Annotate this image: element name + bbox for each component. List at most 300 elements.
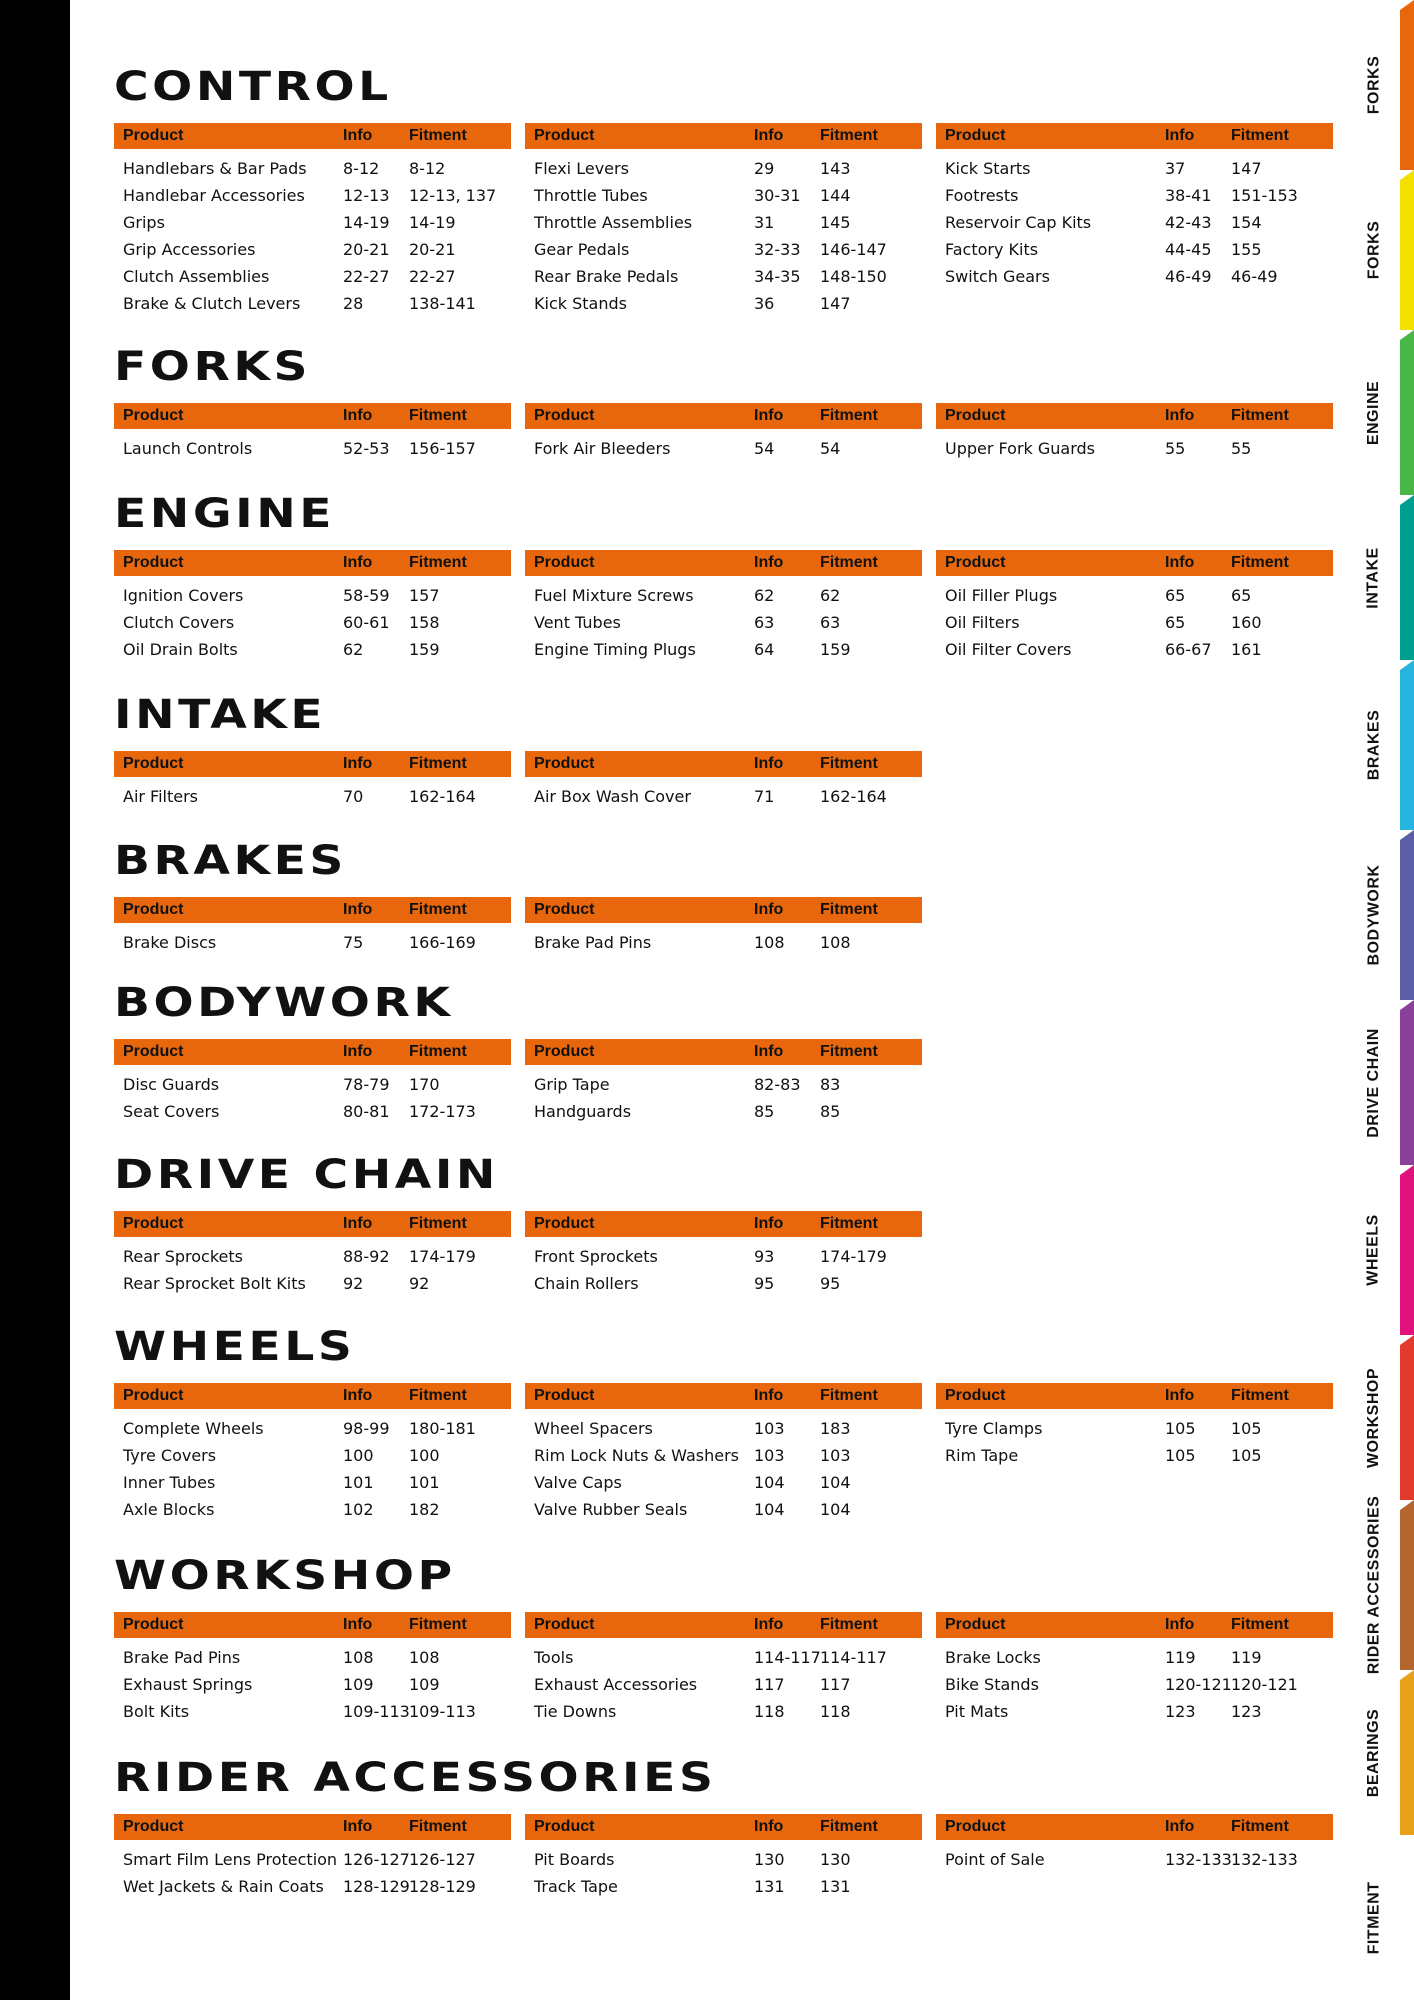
info-pages: 114-117 — [754, 1648, 821, 1667]
info-pages: 55 — [1165, 439, 1186, 458]
info-pages: 44-45 — [1165, 240, 1212, 259]
fitment-pages: 160 — [1231, 613, 1262, 632]
product-name: Kick Starts — [945, 159, 1031, 178]
product-name: Switch Gears — [945, 267, 1050, 286]
fitment-pages: 103 — [820, 1446, 851, 1465]
section-bodywork — [114, 980, 1334, 1121]
header-fitment: Fitment — [1231, 407, 1289, 424]
header-fitment: Fitment — [409, 755, 467, 772]
product-table — [936, 1383, 1333, 1469]
fitment-pages: 155 — [1231, 240, 1262, 259]
product-name: Grips — [123, 213, 165, 232]
product-table — [525, 897, 922, 956]
product-name: Seat Covers — [123, 1102, 220, 1121]
product-table — [936, 550, 1333, 663]
info-pages: 109 — [343, 1675, 374, 1694]
product-table — [525, 550, 922, 663]
fitment-pages: 182 — [409, 1500, 440, 1519]
product-table — [114, 1814, 511, 1900]
info-pages: 46-49 — [1165, 267, 1212, 286]
table-header — [936, 1814, 1333, 1840]
fitment-pages: 114-117 — [820, 1648, 887, 1667]
table-body — [525, 1237, 922, 1297]
header-fitment: Fitment — [820, 554, 878, 571]
info-pages: 64 — [754, 640, 775, 659]
info-pages: 98-99 — [343, 1419, 390, 1438]
header-info: Info — [343, 1215, 373, 1232]
product-name: Exhaust Accessories — [534, 1675, 698, 1694]
header-fitment: Fitment — [409, 1616, 467, 1633]
table-row — [525, 263, 922, 290]
product-name: Smart Film Lens Protection — [123, 1850, 338, 1869]
product-name: Complete Wheels — [123, 1419, 264, 1438]
info-pages: 108 — [754, 933, 785, 952]
header-info: Info — [1165, 127, 1195, 144]
section-intake — [114, 692, 1334, 806]
fitment-pages: 92 — [409, 1274, 430, 1293]
product-name: Fork Air Bleeders — [534, 439, 671, 458]
table-row — [936, 636, 1333, 663]
info-pages: 103 — [754, 1446, 785, 1465]
info-pages: 63 — [754, 613, 775, 632]
side-tab-color-strip — [1400, 660, 1414, 830]
info-pages: 93 — [754, 1247, 775, 1266]
fitment-pages: 144 — [820, 186, 851, 205]
left-black-margin — [0, 0, 70, 2000]
table-row — [114, 1415, 511, 1442]
header-info: Info — [343, 901, 373, 918]
table-header — [525, 550, 922, 576]
section-brakes — [114, 838, 1334, 952]
info-pages: 12-13 — [343, 186, 390, 205]
side-tab-label: RIDER ACCESSORIES — [1365, 1495, 1383, 1675]
product-table — [525, 123, 922, 317]
fitment-pages: 101 — [409, 1473, 440, 1492]
header-product: Product — [534, 1616, 595, 1633]
info-pages: 70 — [343, 787, 364, 806]
table-row — [936, 263, 1333, 290]
table-body — [525, 923, 922, 956]
info-pages: 20-21 — [343, 240, 390, 259]
header-fitment: Fitment — [820, 1043, 878, 1060]
table-row — [525, 1496, 922, 1523]
header-info: Info — [754, 1818, 784, 1835]
header-product: Product — [123, 901, 184, 918]
info-pages: 37 — [1165, 159, 1186, 178]
fitment-pages: 62 — [820, 586, 841, 605]
table-body — [525, 149, 922, 317]
section-rider-accessories — [114, 1755, 1334, 1896]
product-name: Oil Drain Bolts — [123, 640, 238, 659]
header-fitment: Fitment — [409, 1818, 467, 1835]
side-tab-forks[interactable] — [1350, 170, 1414, 330]
info-pages: 52-53 — [343, 439, 390, 458]
table-row — [114, 290, 511, 317]
info-pages: 22-27 — [343, 267, 390, 286]
fitment-pages: 148-150 — [820, 267, 887, 286]
header-fitment: Fitment — [820, 1215, 878, 1232]
product-table — [114, 751, 511, 810]
fitment-pages: 183 — [820, 1419, 851, 1438]
product-name: Engine Timing Plugs — [534, 640, 696, 659]
info-pages: 71 — [754, 787, 775, 806]
section-forks — [114, 344, 1334, 458]
header-product: Product — [945, 1818, 1006, 1835]
section-wheels — [114, 1324, 1334, 1519]
table-body — [114, 429, 511, 462]
header-info: Info — [1165, 554, 1195, 571]
product-table — [525, 403, 922, 462]
header-info: Info — [1165, 1818, 1195, 1835]
section-title: RIDER ACCESSORIES — [114, 1755, 717, 1801]
table-body — [525, 1065, 922, 1125]
product-name: Brake Pad Pins — [534, 933, 652, 952]
header-fitment: Fitment — [820, 1387, 878, 1404]
header-product: Product — [123, 755, 184, 772]
product-name: Inner Tubes — [123, 1473, 216, 1492]
product-name: Gear Pedals — [534, 240, 630, 259]
product-table — [114, 897, 511, 956]
product-name: Vent Tubes — [534, 613, 621, 632]
table-body — [114, 1237, 511, 1297]
header-product: Product — [534, 1215, 595, 1232]
product-name: Tie Downs — [534, 1702, 617, 1721]
product-table — [114, 403, 511, 462]
header-product: Product — [123, 554, 184, 571]
header-info: Info — [343, 1818, 373, 1835]
table-row — [114, 1644, 511, 1671]
fitment-pages: 162-164 — [820, 787, 887, 806]
side-tab-label: WORKSHOP — [1365, 1367, 1382, 1468]
product-name: Reservoir Cap Kits — [945, 213, 1092, 232]
table-row — [114, 1469, 511, 1496]
header-product: Product — [534, 1043, 595, 1060]
header-info: Info — [343, 554, 373, 571]
info-pages: 103 — [754, 1419, 785, 1438]
table-row — [114, 783, 511, 810]
fitment-pages: 95 — [820, 1274, 841, 1293]
table-row — [114, 1243, 511, 1270]
product-name: Chain Rollers — [534, 1274, 639, 1293]
fitment-pages: 109-113 — [409, 1702, 476, 1721]
header-info: Info — [343, 755, 373, 772]
header-fitment: Fitment — [1231, 554, 1289, 571]
fitment-pages: 156-157 — [409, 439, 476, 458]
product-name: Oil Filter Covers — [945, 640, 1072, 659]
table-row — [525, 636, 922, 663]
info-pages: 34-35 — [754, 267, 801, 286]
table-row — [936, 1442, 1333, 1469]
fitment-pages: 180-181 — [409, 1419, 476, 1438]
product-name: Bolt Kits — [123, 1702, 190, 1721]
table-body — [936, 149, 1333, 290]
side-tab-label: FORKS — [1365, 220, 1382, 280]
table-row — [936, 236, 1333, 263]
header-fitment: Fitment — [1231, 1387, 1289, 1404]
table-row — [936, 609, 1333, 636]
fitment-pages: 85 — [820, 1102, 841, 1121]
table-header — [114, 897, 511, 923]
table-row — [525, 1442, 922, 1469]
table-row — [936, 1698, 1333, 1725]
fitment-pages: 22-27 — [409, 267, 456, 286]
info-pages: 14-19 — [343, 213, 390, 232]
header-product: Product — [123, 1387, 184, 1404]
header-product: Product — [123, 1616, 184, 1633]
fitment-pages: 147 — [820, 294, 851, 313]
fitment-pages: 65 — [1231, 586, 1252, 605]
section-title: DRIVE CHAIN — [114, 1152, 499, 1198]
section-title: FORKS — [114, 344, 311, 390]
header-fitment: Fitment — [820, 755, 878, 772]
product-name: Wheel Spacers — [534, 1419, 653, 1438]
product-name: Air Filters — [123, 787, 199, 806]
product-name: Brake & Clutch Levers — [123, 294, 301, 313]
info-pages: 118 — [754, 1702, 785, 1721]
product-name: Front Sprockets — [534, 1247, 658, 1266]
info-pages: 65 — [1165, 613, 1186, 632]
table-row — [525, 1873, 922, 1900]
table-header — [114, 123, 511, 149]
product-name: Brake Discs — [123, 933, 217, 952]
product-table — [114, 550, 511, 663]
info-pages: 109-113 — [343, 1702, 410, 1721]
fitment-pages: 123 — [1231, 1702, 1262, 1721]
product-name: Rear Sprockets — [123, 1247, 243, 1266]
table-body — [114, 1840, 511, 1900]
table-row — [114, 636, 511, 663]
table-body — [114, 576, 511, 663]
fitment-pages: 131 — [820, 1877, 851, 1896]
table-header — [525, 1612, 922, 1638]
table-body — [936, 1638, 1333, 1725]
table-row — [114, 155, 511, 182]
product-name: Throttle Assemblies — [534, 213, 693, 232]
fitment-pages: 12-13, 137 — [409, 186, 497, 205]
header-info: Info — [1165, 407, 1195, 424]
info-pages: 128-129 — [343, 1877, 410, 1896]
product-table — [936, 1814, 1333, 1873]
product-name: Point of Sale — [945, 1850, 1045, 1869]
info-pages: 88-92 — [343, 1247, 390, 1266]
product-name: Tyre Clamps — [945, 1419, 1043, 1438]
info-pages: 78-79 — [343, 1075, 390, 1094]
product-name: Brake Locks — [945, 1648, 1041, 1667]
product-name: Oil Filler Plugs — [945, 586, 1058, 605]
table-row — [525, 1270, 922, 1297]
product-table — [114, 1383, 511, 1523]
info-pages: 42-43 — [1165, 213, 1212, 232]
header-product: Product — [945, 554, 1006, 571]
info-pages: 131 — [754, 1877, 785, 1896]
header-fitment: Fitment — [409, 554, 467, 571]
table-row — [525, 582, 922, 609]
side-tab-label: ENGINE — [1365, 380, 1382, 445]
table-body — [114, 1409, 511, 1523]
header-product: Product — [945, 1387, 1006, 1404]
fitment-pages: 172-173 — [409, 1102, 476, 1121]
product-name: Handlebars & Bar Pads — [123, 159, 307, 178]
table-row — [114, 435, 511, 462]
table-body — [114, 1065, 511, 1125]
header-info: Info — [754, 901, 784, 918]
fitment-pages: 54 — [820, 439, 841, 458]
table-header — [114, 1211, 511, 1237]
product-name: Axle Blocks — [123, 1500, 215, 1519]
fitment-pages: 20-21 — [409, 240, 456, 259]
product-name: Rear Sprocket Bolt Kits — [123, 1274, 306, 1293]
section-title: CONTROL — [114, 64, 392, 110]
info-pages: 85 — [754, 1102, 775, 1121]
table-row — [114, 1098, 511, 1125]
info-pages: 100 — [343, 1446, 374, 1465]
info-pages: 95 — [754, 1274, 775, 1293]
table-header — [114, 403, 511, 429]
product-name: Handlebar Accessories — [123, 186, 305, 205]
product-table — [936, 1612, 1333, 1725]
fitment-pages: 46-49 — [1231, 267, 1278, 286]
table-body — [525, 1638, 922, 1725]
fitment-pages: 162-164 — [409, 787, 476, 806]
header-fitment: Fitment — [820, 127, 878, 144]
header-product: Product — [945, 407, 1006, 424]
fitment-pages: 166-169 — [409, 933, 476, 952]
info-pages: 104 — [754, 1500, 785, 1519]
table-header — [525, 751, 922, 777]
fitment-pages: 174-179 — [820, 1247, 887, 1266]
side-tab-label-wrap — [1350, 660, 1398, 830]
table-row — [936, 435, 1333, 462]
header-fitment: Fitment — [1231, 1616, 1289, 1633]
info-pages: 130 — [754, 1850, 785, 1869]
header-product: Product — [123, 1043, 184, 1060]
fitment-pages: 83 — [820, 1075, 841, 1094]
info-pages: 104 — [754, 1473, 785, 1492]
header-info: Info — [754, 1043, 784, 1060]
fitment-pages: 8-12 — [409, 159, 446, 178]
info-pages: 28 — [343, 294, 364, 313]
table-row — [936, 1415, 1333, 1442]
product-table — [114, 1039, 511, 1125]
section-title: INTAKE — [114, 692, 327, 738]
fitment-pages: 157 — [409, 586, 440, 605]
info-pages: 36 — [754, 294, 775, 313]
header-product: Product — [945, 1616, 1006, 1633]
section-title: WORKSHOP — [114, 1553, 456, 1599]
table-header — [114, 1039, 511, 1065]
table-row — [936, 1644, 1333, 1671]
info-pages: 126-127 — [343, 1850, 410, 1869]
product-name: Flexi Levers — [534, 159, 629, 178]
info-pages: 29 — [754, 159, 775, 178]
table-row — [525, 1469, 922, 1496]
info-pages: 105 — [1165, 1446, 1196, 1465]
info-pages: 108 — [343, 1648, 374, 1667]
info-pages: 75 — [343, 933, 364, 952]
info-pages: 92 — [343, 1274, 364, 1293]
table-row — [114, 609, 511, 636]
header-fitment: Fitment — [409, 407, 467, 424]
side-tab-brakes[interactable] — [1350, 660, 1414, 830]
product-name: Air Box Wash Cover — [534, 787, 691, 806]
header-info: Info — [1165, 1387, 1195, 1404]
side-tab-bearings[interactable] — [1350, 1670, 1414, 1835]
section-title: ENGINE — [114, 491, 336, 537]
table-row — [114, 1698, 511, 1725]
table-body — [114, 777, 511, 810]
info-pages: 62 — [754, 586, 775, 605]
product-name: Rim Tape — [945, 1446, 1019, 1465]
product-name: Grip Accessories — [123, 240, 256, 259]
table-header — [114, 751, 511, 777]
header-info: Info — [343, 1387, 373, 1404]
fitment-pages: 109 — [409, 1675, 440, 1694]
info-pages: 8-12 — [343, 159, 380, 178]
product-name: Valve Caps — [534, 1473, 622, 1492]
fitment-pages: 105 — [1231, 1419, 1262, 1438]
table-body — [936, 1409, 1333, 1469]
product-name: Grip Tape — [534, 1075, 610, 1094]
product-name: Rim Lock Nuts & Washers — [534, 1446, 740, 1465]
table-row — [114, 582, 511, 609]
fitment-pages: 117 — [820, 1675, 851, 1694]
table-row — [525, 1243, 922, 1270]
fitment-pages: 132-133 — [1231, 1850, 1298, 1869]
header-product: Product — [534, 901, 595, 918]
info-pages: 123 — [1165, 1702, 1196, 1721]
side-tab-label: BODYWORK — [1365, 864, 1383, 966]
product-table — [525, 1383, 922, 1523]
fitment-pages: 126-127 — [409, 1850, 476, 1869]
info-pages: 102 — [343, 1500, 374, 1519]
product-name: Clutch Assemblies — [123, 267, 270, 286]
table-row — [525, 155, 922, 182]
header-info: Info — [343, 127, 373, 144]
table-row — [936, 1846, 1333, 1873]
info-pages: 62 — [343, 640, 364, 659]
table-body — [936, 576, 1333, 663]
product-name: Exhaust Springs — [123, 1675, 253, 1694]
table-header — [525, 1039, 922, 1065]
fitment-pages: 174-179 — [409, 1247, 476, 1266]
product-name: Kick Stands — [534, 294, 627, 313]
section-drive-chain — [114, 1152, 1334, 1293]
fitment-pages: 100 — [409, 1446, 440, 1465]
table-row — [114, 182, 511, 209]
product-name: Pit Boards — [534, 1850, 615, 1869]
table-row — [525, 209, 922, 236]
header-info: Info — [1165, 1616, 1195, 1633]
product-table — [525, 1814, 922, 1900]
section-control — [114, 64, 1334, 313]
product-name: Launch Controls — [123, 439, 253, 458]
info-pages: 38-41 — [1165, 186, 1212, 205]
product-table — [525, 1039, 922, 1125]
side-tab-fitment[interactable] — [1350, 1835, 1414, 2000]
product-table — [936, 403, 1333, 462]
header-info: Info — [343, 407, 373, 424]
product-name: Rear Brake Pedals — [534, 267, 679, 286]
table-row — [525, 609, 922, 636]
table-body — [525, 576, 922, 663]
header-info: Info — [754, 407, 784, 424]
table-row — [525, 1644, 922, 1671]
header-fitment: Fitment — [409, 901, 467, 918]
header-info: Info — [343, 1616, 373, 1633]
header-fitment: Fitment — [409, 1043, 467, 1060]
header-fitment: Fitment — [1231, 1818, 1289, 1835]
table-header — [936, 1612, 1333, 1638]
